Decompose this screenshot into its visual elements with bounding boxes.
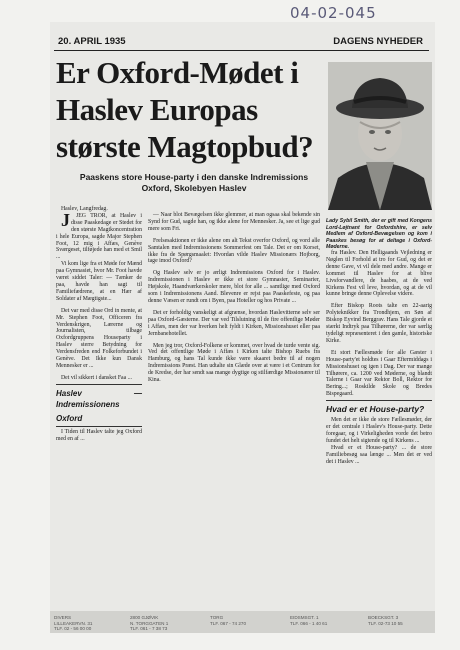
body-paragraph: Det vil sikkert i dansket Faa ... <box>61 374 132 381</box>
body-paragraph: Vi kom lige fra et Møde for Mænd paa Gymnasiet, hvor Mr. Foot havde været siddet Taler: — Tænker de paa, havde han sagt til Familiefædrene, at en Hær af Soldater af Mægtigste... <box>56 261 142 302</box>
article-column-1 <box>56 206 142 443</box>
section-subheading: Oxford <box>56 413 83 423</box>
body-paragraph: Frelsesaktionen er ikke alene om alt Tekst overfor Oxford, og vord alle Samtalen med Indremissionens Sommerfest om Tale. Det er om Korset, ikke fra de Spørgsmaalet: Hvordan vilde Haslev Missionærs Hojborg, tage imod Oxford? <box>148 237 320 265</box>
dateline-paragraph: Haslev, Langfredag. <box>61 206 108 212</box>
footer-address: DIVERS LILLEAKERVN. 31 TLF. 02 - 56 00 00 <box>54 615 93 631</box>
body-paragraph: fra Haslev. Den Helligaands Vejledning er Nøglen til Forhold at tro for Gud, og det er denne Gave, vi vil dele med andre. Mange er kommet til Haslev for at blive Livsforvandlere, de haabes, at de ved Kirkens Fest vil leve, hvordan, og at de vil kunne bringe denne Oplevelse videre. <box>326 250 432 298</box>
portrait-photo <box>328 62 432 210</box>
article-column-3 <box>326 250 432 465</box>
footer-address: BOECKSGT. 3 TLF. 02-73 10 55 <box>368 615 403 626</box>
section-heading: Haslev — Indremissionens <box>56 388 142 409</box>
footer-address: 2800 GJØVIK N. TORGGATEN 1 TLF. 061 - 7 38 73 <box>130 615 169 631</box>
body-paragraph: Det er forholdig vanskeligt at afgrænse, hvordan Haslevitterne selv ser paa Oxford-Gæsterne. Der var ved Tilslutning til de fire offentlige Møder i Affæs, men der var hverken helt fyldt i Kirken, Missionshuset eller paa Jernbanehotellet. <box>148 309 320 337</box>
body-paragraph: Og Haslev selv er jo ærligt Indremissions Oxford for i Haslev. Indremissionen i Haslev er ikke et store Gymnasier, Seminarier, Højskole, Haandværkerskoler mere, blot for alle ... samtlige med Oxford som i Indremissionens Aand. Blevenre er rejst paa Paaskefeste, og paa denne Væsen er rundt om i Byen, paa Hoteller og hos Private ... <box>148 270 320 304</box>
footer-address: EIDSMSGT. 1 TLF. 066 - 1 40 61 <box>290 615 328 626</box>
article-column-2 <box>148 212 320 384</box>
section-heading: Hvad er et House-party? <box>326 404 425 415</box>
body-paragraph: Efter Biskop Roots talte en 22-aarig Polyteknikker fra Trondhjem, en Søn af Biskop Eyvind Berggrav. Hans Tale gjorde et stærkt Indtryk paa Tilhørerne, der var særlig tydeligt repræsenteret i den gamle, historiske Kirke. <box>326 303 432 344</box>
body-paragraph: Hvad er et House-party? ... de store Familiebesøg saa længe ... Men det er ved det i Haslev ... <box>326 444 432 465</box>
body-paragraph: Det var med disse Ord in mente, at Mr. Stephen Foot, Officeren fra Verdenskrigen, Lærerne og Journalisten, tilbage Oxfordgruppens Houseparty i Haslev sterre Betydning for Verdensfreden end Folkeforbundet i Genève. Det Ikke kun Dansk Mennesker er ... <box>56 307 142 369</box>
newspaper-clipping <box>50 22 435 614</box>
masthead-rule <box>54 50 429 51</box>
photo-caption: Lady Sybil Smith, der er gift med Kongens Lord-Løjtnant for Oxfordshire, er selv Medlem af Oxford-Bevægelsen og kom i Paaskes besøg for at deltage i Oxford-Møderne. <box>326 218 432 251</box>
section-rule <box>326 400 432 401</box>
body-paragraph: I Tiden til Haslev talte jeg Oxford med en af ... <box>56 428 142 442</box>
section-rule <box>56 426 142 427</box>
issue-date: 20. APRIL 1935 <box>58 36 126 47</box>
article-headline: Er Oxford-Mødet i Haslev Europas største Magtopbud? <box>56 55 314 164</box>
body-paragraph: — Naar blot Bevægelsen ikke glemmer, at man ogsaa skal bekende sin Synd for Gud, sagde han, og ikke alene for Mennesker. Ja, see et lige gud mere som Fri. <box>148 212 320 232</box>
footer-address: TORG TLF. 067 - 74 270 <box>210 615 247 626</box>
drop-cap: J <box>61 209 70 230</box>
archive-stamp: 04-02-045 <box>290 4 377 22</box>
portrait-woman-hat-image <box>328 62 432 210</box>
body-paragraph: Men det er ikke de store Fællesmøder, der er det centrale i Haslev's House-party. Dette foregaar, og i Virkeligheden vorde det betro fundet det helt sigtende og til Kirkens ... <box>326 417 432 444</box>
lead-paragraph: J JEG TROR, at Haslev i disse Paaskedage er Stedet for den største Magtkoncentration i hele Europa, sagde Major Stephen Foot, 12 mig i Affæs, Genève Sværgeset, tilføjede han med et Smil ... <box>56 209 142 261</box>
section-rule <box>56 384 142 385</box>
article-subheadline: Paaskens store House-party i den danske Indremissions Oxford, Skolebyen Haslev <box>79 172 309 193</box>
newspaper-name: DAGENS NYHEDER <box>333 36 423 47</box>
body-paragraph: Men jeg tror, Oxford-Folkene er kommet, over hvad de turde vente sig. Ved det offentlige Møde i Affæs i Kirken talte Bishop Ruebs fra Hamburg, og hans Tal kunde ikke være skaaret bedre til af nogen Indremissions Præst. Han udtalte sin Glæde over at være i et Centrum for de Kredse, der har sendt saa mange dygtige og stilfærdige Missionærer til Kina. <box>148 342 320 384</box>
body-paragraph: Et stort Fællesmøde for alle Gæster i House-party'et holdtes i Gaar Eftermiddags i Missionshuset og igen i Dag. Der var mange Tilhørere, ca. 1200 ved Møderne, og blandt Talerne i Gaar var Rektor Boll, Rektor for Bering...; Roskilde Skole og Bredes Bispegaard. <box>326 349 432 398</box>
backing-sheet-footer <box>50 611 435 633</box>
